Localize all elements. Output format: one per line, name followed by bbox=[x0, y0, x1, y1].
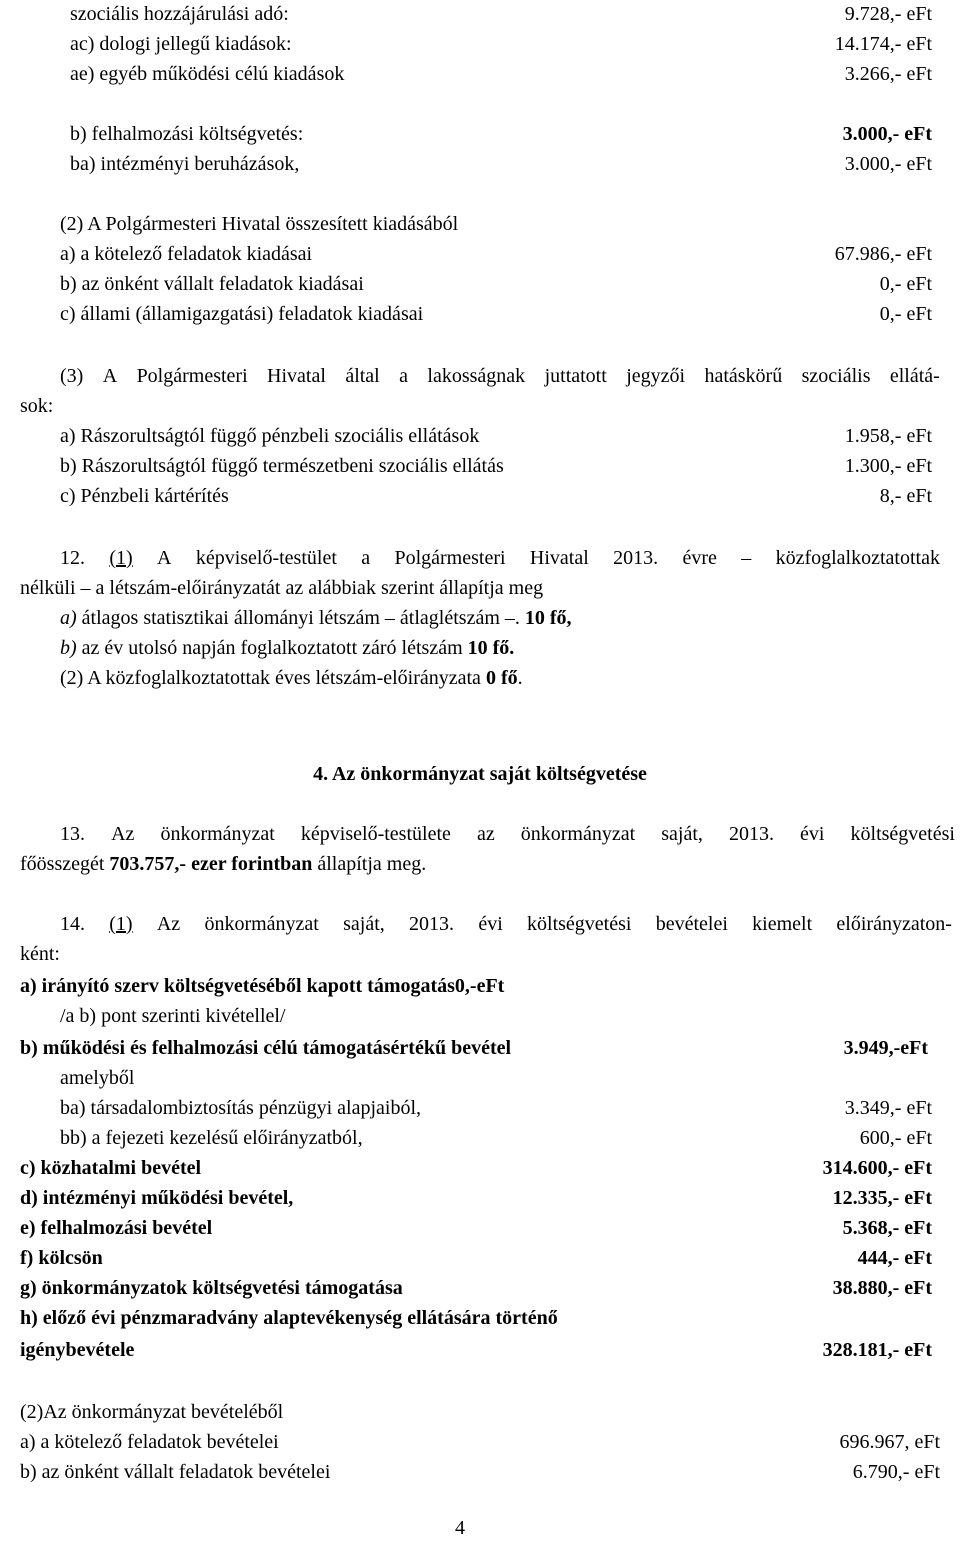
para14-row-h2-value: 328.181,- eFt bbox=[822, 1339, 932, 1361]
para12-number: 12. bbox=[60, 547, 85, 569]
top-row-3-value: 3.266,- eFt bbox=[844, 63, 932, 85]
page-number: 4 bbox=[455, 1517, 465, 1539]
section14-2-row-b-label: b) az önként vállalt feladatok bevételei bbox=[20, 1461, 331, 1483]
section3-row-a-label: a) Rászorultságtól függő pénzbeli szociális ellátások bbox=[60, 425, 480, 447]
para13-line1: 13. Az önkormányzat képviselő-testülete az önkormányzat saját, 2013. évi költségvetési bbox=[60, 823, 955, 845]
para12-line1: 12. (1) A képviselő-testület a Polgármesteri Hivatal 2013. évre – közfoglalkoztatottak bbox=[60, 547, 940, 569]
para12-item-b: b) az év utolsó napján foglalkoztatott záró létszám 10 fő. bbox=[60, 637, 515, 659]
section3-heading-line2: sok: bbox=[20, 395, 54, 417]
para13-line2: főösszegét 703.757,- ezer forintban állapítja meg. bbox=[20, 853, 427, 875]
para12-item-a: a) átlagos statisztikai állományi létszám – átlaglétszám –. 10 fő, bbox=[60, 607, 572, 629]
para14-row-g-label: g) önkormányzatok költségvetési támogatása bbox=[20, 1277, 403, 1299]
top-row-2-label: ac) dologi jellegű kiadások: bbox=[70, 33, 292, 55]
section3-row-a-value: 1.958,- eFt bbox=[844, 425, 932, 447]
section14-2-heading: (2)Az önkormányzat bevételéből bbox=[20, 1401, 284, 1423]
para14-line1: 14. (1) Az önkormányzat saját, 2013. évi költségvetési bevételei kiemelt előirányzaton- bbox=[60, 913, 952, 935]
para14-row-b-label: b) működési és felhalmozási célú támogatásértékű bevétel bbox=[20, 1037, 512, 1059]
top-row-2-value: 14.174,- eFt bbox=[834, 33, 932, 55]
section2-row-a-label: a) a kötelező feladatok kiadásai bbox=[60, 243, 313, 265]
section2-row-a-value: 67.986,- eFt bbox=[834, 243, 932, 265]
para14-item-a: a) irányító szerv költségvetéséből kapott támogatás0,-eFt bbox=[20, 975, 505, 997]
para14-row-f-value: 444,- eFt bbox=[857, 1247, 932, 1269]
para14-row-d-value: 12.335,- eFt bbox=[832, 1187, 932, 1209]
para14-row-c-value: 314.600,- eFt bbox=[822, 1157, 932, 1179]
para14-row-ba-label: ba) társadalombiztosítás pénzügyi alapjaiból, bbox=[60, 1097, 421, 1119]
para14-line2: ként: bbox=[20, 943, 60, 965]
para12-line2: nélküli – a létszám-előirányzatát az alábbiak szerint állapítja meg bbox=[20, 577, 544, 599]
para14-row-c-label: c) közhatalmi bevétel bbox=[20, 1157, 202, 1179]
para14-row-bb-label: bb) a fejezeti kezelésű előirányzatból, bbox=[60, 1127, 363, 1149]
section2-row-c-value: 0,- eFt bbox=[879, 303, 932, 325]
para14-row-b-value: 3.949,-eFt bbox=[843, 1037, 928, 1059]
section4-title: 4. Az önkormányzat saját költségvetése bbox=[313, 763, 647, 785]
section3-row-c-label: c) Pénzbeli kártérítés bbox=[60, 485, 229, 507]
section2-row-b-value: 0,- eFt bbox=[879, 273, 932, 295]
section2-heading: (2) A Polgármesteri Hivatal összesített kiadásából bbox=[60, 213, 459, 235]
para14-row-h-label: h) előző évi pénzmaradvány alaptevékenység ellátására történő bbox=[20, 1307, 558, 1329]
top-row-4-value: 3.000,- eFt bbox=[842, 123, 932, 145]
para14-number: 14. bbox=[60, 913, 85, 935]
top-row-4-label: b) felhalmozási költségvetés: bbox=[70, 123, 304, 145]
para14-row-h2-label: igénybevétele bbox=[20, 1339, 135, 1361]
para14-row-e-label: e) felhalmozási bevétel bbox=[20, 1217, 213, 1239]
section2-row-b-label: b) az önként vállalt feladatok kiadásai bbox=[60, 273, 364, 295]
top-row-5-value: 3.000,- eFt bbox=[844, 153, 932, 175]
top-row-5-label: ba) intézményi beruházások, bbox=[70, 153, 300, 175]
section14-2-row-b-value: 6.790,- eFt bbox=[852, 1461, 940, 1483]
para14-row-e-value: 5.368,- eFt bbox=[842, 1217, 932, 1239]
para14-row-ba-value: 3.349,- eFt bbox=[844, 1097, 932, 1119]
para14-row-bb-value: 600,- eFt bbox=[859, 1127, 932, 1149]
para14-row-g-value: 38.880,- eFt bbox=[832, 1277, 932, 1299]
section3-row-c-value: 8,- eFt bbox=[879, 485, 932, 507]
top-row-3-label: ae) egyéb működési célú kiadások bbox=[70, 63, 345, 85]
para14-row-d-label: d) intézményi működési bevétel, bbox=[20, 1187, 294, 1209]
section14-2-row-a-label: a) a kötelező feladatok bevételei bbox=[20, 1431, 279, 1453]
para13-number: 13. bbox=[60, 823, 85, 845]
top-row-1-label: szociális hozzájárulási adó: bbox=[70, 3, 289, 25]
para14-row-amelybol: amelyből bbox=[60, 1067, 135, 1089]
section3-heading-line1: (3) A Polgármesteri Hivatal által a lakosságnak juttatott jegyzői hatáskörű szociális ellátá- bbox=[60, 365, 940, 387]
section3-row-b-value: 1.300,- eFt bbox=[844, 455, 932, 477]
para14-note: /a b) pont szerinti kivétellel/ bbox=[60, 1005, 286, 1027]
section14-2-row-a-value: 696.967, eFt bbox=[839, 1431, 940, 1453]
section3-row-b-label: b) Rászorultságtól függő természetbeni szociális ellátás bbox=[60, 455, 504, 477]
para12-item-2: (2) A közfoglalkoztatottak éves létszám-előirányzata 0 fő. bbox=[60, 667, 523, 689]
top-row-1-value: 9.728,- eFt bbox=[844, 3, 932, 25]
section2-row-c-label: c) állami (államigazgatási) feladatok kiadásai bbox=[60, 303, 424, 325]
para14-row-f-label: f) kölcsön bbox=[20, 1247, 103, 1269]
